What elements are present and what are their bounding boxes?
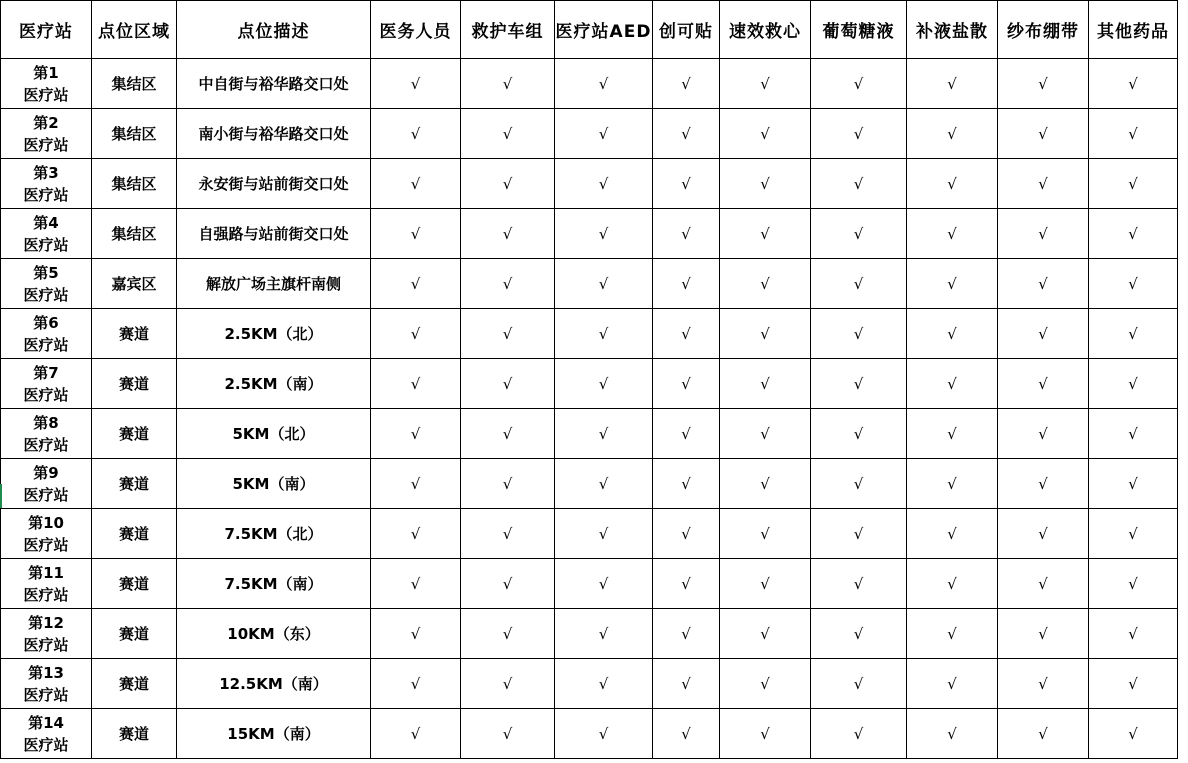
station-number: 第10 bbox=[28, 513, 64, 532]
station-number: 第5 bbox=[33, 263, 59, 282]
check-mark-cell[interactable]: √ bbox=[998, 109, 1089, 159]
check-mark-cell[interactable]: √ bbox=[555, 309, 653, 359]
check-mark-cell[interactable]: √ bbox=[461, 59, 555, 109]
check-mark-cell[interactable]: √ bbox=[1089, 59, 1178, 109]
check-mark-cell[interactable]: √ bbox=[653, 359, 720, 409]
station-label: 医疗站 bbox=[23, 635, 69, 654]
check-mark-cell[interactable]: √ bbox=[461, 609, 555, 659]
station-name-cell[interactable] bbox=[1, 459, 92, 509]
check-mark-cell[interactable]: √ bbox=[1089, 709, 1178, 759]
check-mark-cell[interactable]: √ bbox=[555, 59, 653, 109]
station-name-cell[interactable] bbox=[1, 709, 92, 759]
check-mark-cell[interactable]: √ bbox=[461, 309, 555, 359]
check-mark-cell[interactable]: √ bbox=[1089, 409, 1178, 459]
station-number: 第4 bbox=[33, 213, 59, 232]
station-label: 医疗站 bbox=[23, 435, 69, 454]
check-mark-cell[interactable]: √ bbox=[998, 609, 1089, 659]
station-name-cell[interactable] bbox=[1, 309, 92, 359]
area-cell[interactable]: 赛道 bbox=[92, 509, 177, 559]
area-cell[interactable]: 集结区 bbox=[92, 159, 177, 209]
check-mark-cell[interactable]: √ bbox=[555, 559, 653, 609]
check-mark-cell[interactable]: √ bbox=[1089, 659, 1178, 709]
check-mark-cell[interactable]: √ bbox=[907, 59, 998, 109]
check-mark-cell[interactable]: √ bbox=[555, 259, 653, 309]
check-mark-cell[interactable]: √ bbox=[461, 209, 555, 259]
station-label: 医疗站 bbox=[23, 385, 69, 404]
check-mark-cell[interactable]: √ bbox=[907, 709, 998, 759]
location-description-cell[interactable]: 2.5KM（北） bbox=[177, 309, 371, 359]
station-label: 医疗站 bbox=[23, 685, 69, 704]
location-description-cell[interactable]: 10KM（东） bbox=[177, 609, 371, 659]
station-name-cell[interactable] bbox=[1, 359, 92, 409]
check-mark-cell[interactable]: √ bbox=[1089, 359, 1178, 409]
area-cell[interactable]: 赛道 bbox=[92, 659, 177, 709]
area-cell[interactable]: 赛道 bbox=[92, 559, 177, 609]
check-mark-cell[interactable]: √ bbox=[555, 209, 653, 259]
check-mark-cell[interactable]: √ bbox=[371, 659, 461, 709]
station-label: 医疗站 bbox=[23, 135, 69, 154]
check-mark-cell[interactable]: √ bbox=[653, 409, 720, 459]
column-header[interactable]: 点位区域 bbox=[92, 1, 177, 59]
check-mark-cell[interactable]: √ bbox=[720, 259, 811, 309]
check-mark-cell[interactable]: √ bbox=[811, 359, 907, 409]
check-mark-cell[interactable]: √ bbox=[653, 209, 720, 259]
check-mark-cell[interactable]: √ bbox=[653, 109, 720, 159]
area-cell[interactable]: 赛道 bbox=[92, 359, 177, 409]
check-mark-cell[interactable]: √ bbox=[811, 409, 907, 459]
check-mark-cell[interactable]: √ bbox=[811, 609, 907, 659]
area-cell[interactable]: 集结区 bbox=[92, 109, 177, 159]
station-number: 第6 bbox=[33, 313, 59, 332]
location-description-cell[interactable]: 7.5KM（南） bbox=[177, 559, 371, 609]
check-mark-cell[interactable]: √ bbox=[720, 359, 811, 409]
area-cell[interactable]: 集结区 bbox=[92, 59, 177, 109]
check-mark-cell[interactable]: √ bbox=[653, 159, 720, 209]
station-number: 第12 bbox=[28, 613, 64, 632]
station-number: 第11 bbox=[28, 563, 64, 582]
table-row bbox=[1, 159, 1178, 209]
station-label: 医疗站 bbox=[23, 535, 69, 554]
location-description-cell[interactable]: 自强路与站前街交口处 bbox=[177, 209, 371, 259]
table-row bbox=[1, 459, 1178, 509]
table-row bbox=[1, 359, 1178, 409]
location-description-cell[interactable]: 2.5KM（南） bbox=[177, 359, 371, 409]
check-mark-cell[interactable]: √ bbox=[720, 159, 811, 209]
station-name-cell[interactable] bbox=[1, 109, 92, 159]
check-mark-cell[interactable]: √ bbox=[907, 309, 998, 359]
check-mark-cell[interactable]: √ bbox=[461, 709, 555, 759]
column-header[interactable]: 其他药品 bbox=[1089, 1, 1178, 59]
check-mark-cell[interactable]: √ bbox=[555, 359, 653, 409]
check-mark-cell[interactable]: √ bbox=[1089, 609, 1178, 659]
check-mark-cell[interactable]: √ bbox=[907, 109, 998, 159]
check-mark-cell[interactable]: √ bbox=[907, 559, 998, 609]
check-mark-cell[interactable]: √ bbox=[998, 359, 1089, 409]
location-description-cell[interactable]: 5KM（北） bbox=[177, 409, 371, 459]
check-mark-cell[interactable]: √ bbox=[720, 409, 811, 459]
station-label: 医疗站 bbox=[23, 735, 69, 754]
check-mark-cell[interactable]: √ bbox=[371, 559, 461, 609]
check-mark-cell[interactable]: √ bbox=[461, 659, 555, 709]
table-row bbox=[1, 59, 1178, 109]
check-mark-cell[interactable]: √ bbox=[811, 559, 907, 609]
check-mark-cell[interactable]: √ bbox=[907, 459, 998, 509]
check-mark-cell[interactable]: √ bbox=[371, 609, 461, 659]
table-row bbox=[1, 659, 1178, 709]
station-name-cell[interactable] bbox=[1, 59, 92, 109]
station-name-cell[interactable] bbox=[1, 559, 92, 609]
check-mark-cell[interactable]: √ bbox=[461, 159, 555, 209]
station-number: 第8 bbox=[33, 413, 59, 432]
check-mark-cell[interactable]: √ bbox=[461, 409, 555, 459]
check-mark-cell[interactable]: √ bbox=[998, 309, 1089, 359]
location-description-cell[interactable]: 7.5KM（北） bbox=[177, 509, 371, 559]
area-cell[interactable]: 赛道 bbox=[92, 609, 177, 659]
location-description-cell[interactable]: 南小街与裕华路交口处 bbox=[177, 109, 371, 159]
station-label: 医疗站 bbox=[23, 285, 69, 304]
check-mark-cell[interactable]: √ bbox=[811, 459, 907, 509]
check-mark-cell[interactable]: √ bbox=[720, 459, 811, 509]
check-mark-cell[interactable]: √ bbox=[998, 159, 1089, 209]
check-mark-cell[interactable]: √ bbox=[461, 459, 555, 509]
area-cell[interactable]: 赛道 bbox=[92, 409, 177, 459]
check-mark-cell[interactable]: √ bbox=[653, 559, 720, 609]
check-mark-cell[interactable]: √ bbox=[998, 509, 1089, 559]
check-mark-cell[interactable]: √ bbox=[720, 709, 811, 759]
station-name-cell[interactable] bbox=[1, 209, 92, 259]
check-mark-cell[interactable]: √ bbox=[720, 659, 811, 709]
station-name-cell[interactable] bbox=[1, 609, 92, 659]
station-label: 医疗站 bbox=[23, 185, 69, 204]
table-row bbox=[1, 609, 1178, 659]
row-selection-marker bbox=[0, 484, 2, 508]
check-mark-cell[interactable]: √ bbox=[461, 359, 555, 409]
check-mark-cell[interactable]: √ bbox=[653, 709, 720, 759]
check-mark-cell[interactable]: √ bbox=[371, 509, 461, 559]
station-label: 医疗站 bbox=[23, 85, 69, 104]
check-mark-cell[interactable]: √ bbox=[998, 659, 1089, 709]
check-mark-cell[interactable]: √ bbox=[907, 209, 998, 259]
check-mark-cell[interactable]: √ bbox=[720, 109, 811, 159]
check-mark-cell[interactable]: √ bbox=[907, 359, 998, 409]
check-mark-cell[interactable]: √ bbox=[998, 59, 1089, 109]
check-mark-cell[interactable]: √ bbox=[907, 259, 998, 309]
check-mark-cell[interactable]: √ bbox=[720, 309, 811, 359]
check-mark-cell[interactable]: √ bbox=[998, 559, 1089, 609]
check-mark-cell[interactable]: √ bbox=[555, 509, 653, 559]
check-mark-cell[interactable]: √ bbox=[720, 209, 811, 259]
check-mark-cell[interactable]: √ bbox=[720, 509, 811, 559]
check-mark-cell[interactable]: √ bbox=[653, 459, 720, 509]
station-number: 第1 bbox=[33, 63, 59, 82]
station-number: 第14 bbox=[28, 713, 64, 732]
station-name-cell[interactable] bbox=[1, 159, 92, 209]
station-label: 医疗站 bbox=[23, 585, 69, 604]
station-label: 医疗站 bbox=[23, 485, 69, 504]
check-mark-cell[interactable]: √ bbox=[907, 159, 998, 209]
station-name-cell[interactable] bbox=[1, 509, 92, 559]
station-name-cell[interactable] bbox=[1, 659, 92, 709]
check-mark-cell[interactable]: √ bbox=[371, 309, 461, 359]
table-row bbox=[1, 259, 1178, 309]
area-cell[interactable]: 嘉宾区 bbox=[92, 259, 177, 309]
check-mark-cell[interactable]: √ bbox=[907, 659, 998, 709]
area-cell[interactable]: 赛道 bbox=[92, 309, 177, 359]
check-mark-cell[interactable]: √ bbox=[720, 609, 811, 659]
station-label: 医疗站 bbox=[23, 235, 69, 254]
station-name-cell[interactable] bbox=[1, 409, 92, 459]
check-mark-cell[interactable]: √ bbox=[371, 359, 461, 409]
station-number: 第9 bbox=[33, 463, 59, 482]
location-description-cell[interactable]: 解放广场主旗杆南侧 bbox=[177, 259, 371, 309]
check-mark-cell[interactable]: √ bbox=[461, 509, 555, 559]
area-cell[interactable]: 赛道 bbox=[92, 709, 177, 759]
table-row bbox=[1, 559, 1178, 609]
station-number: 第7 bbox=[33, 363, 59, 382]
check-mark-cell[interactable]: √ bbox=[907, 409, 998, 459]
check-mark-cell[interactable]: √ bbox=[811, 309, 907, 359]
station-number: 第2 bbox=[33, 113, 59, 132]
check-mark-cell[interactable]: √ bbox=[371, 159, 461, 209]
check-mark-cell[interactable]: √ bbox=[811, 659, 907, 709]
column-header[interactable]: 医务人员 bbox=[371, 1, 461, 59]
location-description-cell[interactable]: 15KM（南） bbox=[177, 709, 371, 759]
station-label: 医疗站 bbox=[23, 335, 69, 354]
column-header[interactable]: 创可贴 bbox=[653, 1, 720, 59]
table-row bbox=[1, 309, 1178, 359]
check-mark-cell[interactable]: √ bbox=[371, 209, 461, 259]
column-header[interactable]: 补液盐散 bbox=[907, 1, 998, 59]
check-mark-cell[interactable]: √ bbox=[653, 59, 720, 109]
check-mark-cell[interactable]: √ bbox=[555, 609, 653, 659]
check-mark-cell[interactable]: √ bbox=[811, 109, 907, 159]
station-number: 第3 bbox=[33, 163, 59, 182]
check-mark-cell[interactable]: √ bbox=[720, 559, 811, 609]
check-mark-cell[interactable]: √ bbox=[1089, 509, 1178, 559]
check-mark-cell[interactable]: √ bbox=[907, 609, 998, 659]
check-mark-cell[interactable]: √ bbox=[555, 409, 653, 459]
column-header[interactable]: 医疗站AED bbox=[555, 1, 653, 59]
check-mark-cell[interactable]: √ bbox=[371, 709, 461, 759]
check-mark-cell[interactable]: √ bbox=[1089, 159, 1178, 209]
check-mark-cell[interactable]: √ bbox=[1089, 259, 1178, 309]
check-mark-cell[interactable]: √ bbox=[461, 109, 555, 159]
check-mark-cell[interactable]: √ bbox=[555, 159, 653, 209]
check-mark-cell[interactable]: √ bbox=[1089, 459, 1178, 509]
check-mark-cell[interactable]: √ bbox=[653, 509, 720, 559]
area-cell[interactable]: 集结区 bbox=[92, 209, 177, 259]
check-mark-cell[interactable]: √ bbox=[998, 209, 1089, 259]
check-mark-cell[interactable]: √ bbox=[461, 559, 555, 609]
check-mark-cell[interactable]: √ bbox=[461, 259, 555, 309]
check-mark-cell[interactable]: √ bbox=[811, 59, 907, 109]
check-mark-cell[interactable]: √ bbox=[998, 409, 1089, 459]
column-header[interactable]: 点位描述 bbox=[177, 1, 371, 59]
check-mark-cell[interactable]: √ bbox=[653, 609, 720, 659]
check-mark-cell[interactable]: √ bbox=[998, 709, 1089, 759]
check-mark-cell[interactable]: √ bbox=[555, 709, 653, 759]
check-mark-cell[interactable]: √ bbox=[1089, 309, 1178, 359]
check-mark-cell[interactable]: √ bbox=[1089, 109, 1178, 159]
location-description-cell[interactable]: 中自街与裕华路交口处 bbox=[177, 59, 371, 109]
column-header[interactable]: 医疗站 bbox=[1, 1, 92, 59]
table-row bbox=[1, 409, 1178, 459]
table-row bbox=[1, 509, 1178, 559]
check-mark-cell[interactable]: √ bbox=[371, 59, 461, 109]
check-mark-cell[interactable]: √ bbox=[1089, 559, 1178, 609]
table-row bbox=[1, 709, 1178, 759]
check-mark-cell[interactable]: √ bbox=[720, 59, 811, 109]
column-header[interactable]: 葡萄糖液 bbox=[811, 1, 907, 59]
table-row bbox=[1, 209, 1178, 259]
check-mark-cell[interactable]: √ bbox=[811, 709, 907, 759]
column-header[interactable]: 纱布绷带 bbox=[998, 1, 1089, 59]
check-mark-cell[interactable]: √ bbox=[555, 659, 653, 709]
header-row bbox=[1, 1, 1178, 59]
check-mark-cell[interactable]: √ bbox=[811, 509, 907, 559]
check-mark-cell[interactable]: √ bbox=[998, 459, 1089, 509]
check-mark-cell[interactable]: √ bbox=[555, 109, 653, 159]
check-mark-cell[interactable]: √ bbox=[907, 509, 998, 559]
location-description-cell[interactable]: 永安街与站前街交口处 bbox=[177, 159, 371, 209]
check-mark-cell[interactable]: √ bbox=[998, 259, 1089, 309]
location-description-cell[interactable]: 12.5KM（南） bbox=[177, 659, 371, 709]
column-header[interactable]: 速效救心 bbox=[720, 1, 811, 59]
check-mark-cell[interactable]: √ bbox=[371, 459, 461, 509]
check-mark-cell[interactable]: √ bbox=[555, 459, 653, 509]
check-mark-cell[interactable]: √ bbox=[811, 209, 907, 259]
check-mark-cell[interactable]: √ bbox=[653, 659, 720, 709]
location-description-cell[interactable]: 5KM（南） bbox=[177, 459, 371, 509]
check-mark-cell[interactable]: √ bbox=[811, 159, 907, 209]
check-mark-cell[interactable]: √ bbox=[653, 259, 720, 309]
station-name-cell[interactable] bbox=[1, 259, 92, 309]
check-mark-cell[interactable]: √ bbox=[811, 259, 907, 309]
area-cell[interactable]: 赛道 bbox=[92, 459, 177, 509]
check-mark-cell[interactable]: √ bbox=[1089, 209, 1178, 259]
check-mark-cell[interactable]: √ bbox=[653, 309, 720, 359]
station-number: 第13 bbox=[28, 663, 64, 682]
check-mark-cell[interactable]: √ bbox=[371, 259, 461, 309]
column-header[interactable]: 救护车组 bbox=[461, 1, 555, 59]
check-mark-cell[interactable]: √ bbox=[371, 409, 461, 459]
table-row bbox=[1, 109, 1178, 159]
check-mark-cell[interactable]: √ bbox=[371, 109, 461, 159]
